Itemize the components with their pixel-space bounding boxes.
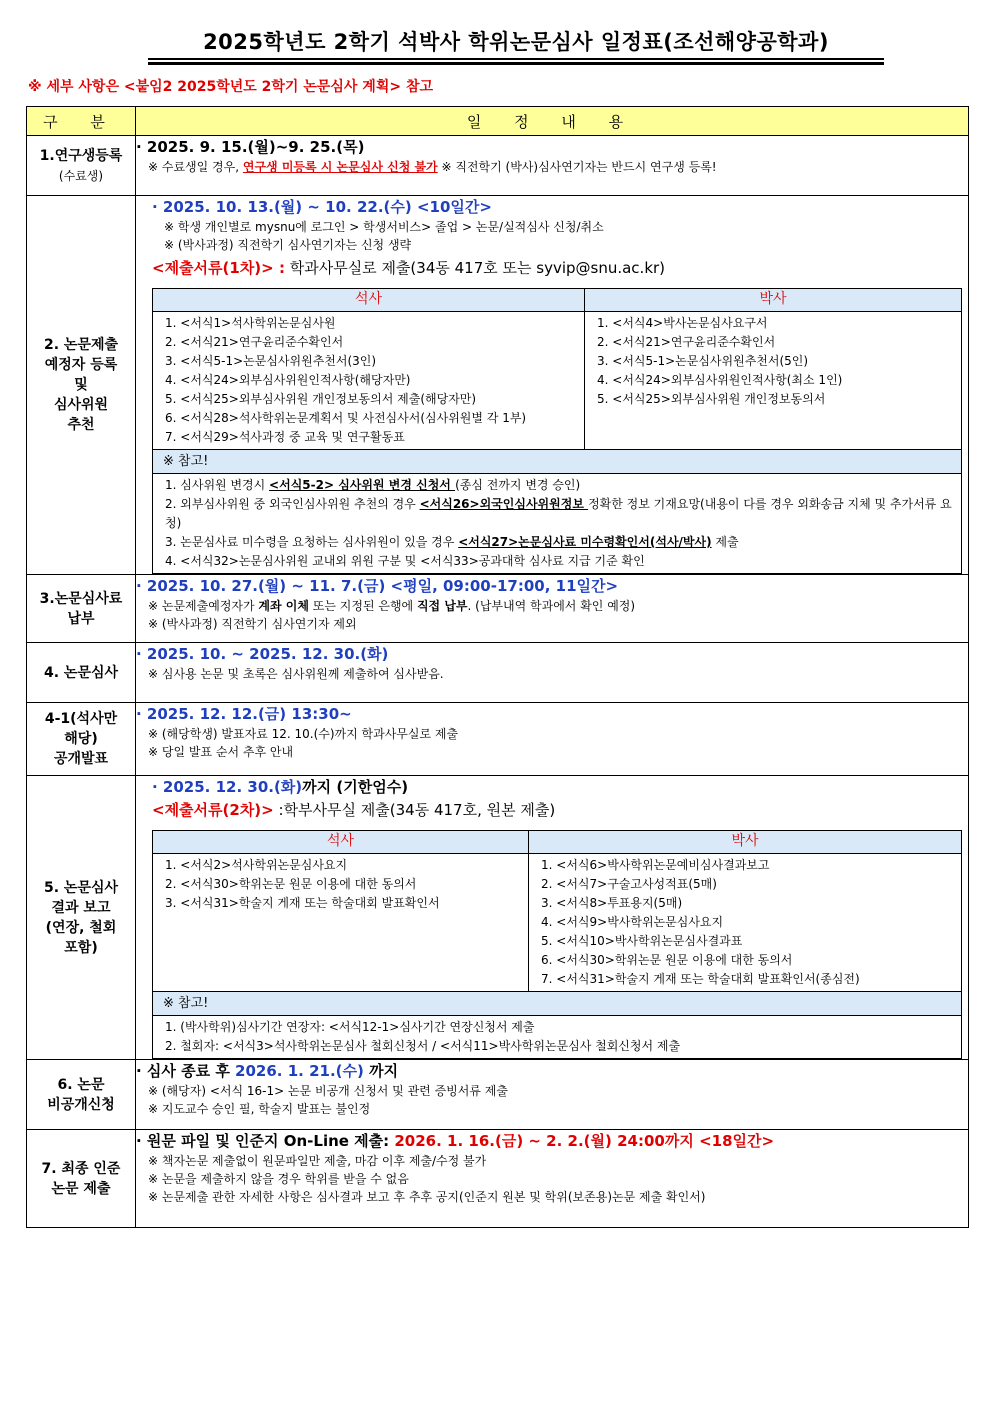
list-item: 6. <서식30>학위논문 원문 이용에 대한 동의서 bbox=[541, 953, 793, 967]
row-non-disclosure bbox=[27, 1060, 969, 1130]
ref-text: 정확한 정보 기재요망(내용이 다를 경우 외화송금 지체 및 추가서류 요청) bbox=[165, 497, 952, 530]
ref-text: 2. 외부심사위원 중 외국인심사위원 추천의 경우 bbox=[165, 497, 420, 511]
row-research-registration bbox=[27, 136, 969, 196]
list-item: 4. <서식9>박사학위논문심사요지 bbox=[541, 915, 724, 929]
date-text: · 원문 파일 및 인준지 On-Line 제출: bbox=[136, 1132, 395, 1150]
warning-text: 연구생 미등록 시 논문심사 신청 불가 bbox=[242, 160, 438, 174]
row-label-line: 7. 최종 인준 bbox=[41, 1160, 121, 1177]
date-deadline: 2026. 1. 16.(금) ~ 2. 2.(월) 24:00까지 bbox=[394, 1132, 694, 1150]
row-label-line: 납부 bbox=[67, 610, 95, 627]
list-item: 4. <서식24>외부심사위원인적사항(해당자만) bbox=[165, 373, 411, 387]
note-text: . (납부내역 학과에서 확인 예정) bbox=[467, 599, 636, 613]
page-title: 2025학년도 2학기 석박사 학위논문심사 일정표(조선해양공학과) bbox=[203, 30, 829, 54]
ref-form: <서식26>외국인심사위원정보 bbox=[419, 497, 589, 511]
row-label-line: 포함) bbox=[64, 939, 98, 956]
header-content: 일 정 내 용 bbox=[136, 107, 969, 136]
reference-item bbox=[165, 476, 953, 495]
list-item: 1. <서식4>박사논문심사요구서 bbox=[597, 316, 768, 330]
schedule-table bbox=[26, 106, 969, 1228]
reference-list bbox=[153, 1016, 962, 1059]
row-label-line: 결과 보고 bbox=[51, 899, 111, 916]
doctor-header: 박사 bbox=[529, 831, 962, 854]
date-duration: <18일간> bbox=[693, 1132, 775, 1150]
master-doc-list bbox=[153, 312, 585, 450]
row-final-submission bbox=[27, 1130, 969, 1228]
note-emph: 계좌 이체 bbox=[258, 599, 309, 613]
row-label-line: 공개발표 bbox=[53, 751, 109, 767]
header-category: 구 분 bbox=[27, 107, 136, 136]
note-line: ※ (해당자) <서식 16-1> 논문 비공개 신청서 및 관련 증빙서류 제출 bbox=[148, 1084, 508, 1098]
ref-text: (종심 전까지 변경 승인) bbox=[455, 478, 581, 492]
table-header bbox=[27, 107, 969, 136]
submit-text: :학부사무실 제출(34동 417호, 원본 제출) bbox=[273, 801, 556, 819]
ref-text: 1. 심사위원 변경시 bbox=[165, 478, 270, 492]
note-text: 또는 지정된 은행에 bbox=[308, 599, 417, 613]
row-label-line: 및 bbox=[74, 377, 88, 393]
note-line: ※ 심사용 논문 및 초록은 심사위원께 제출하여 심사받음. bbox=[148, 667, 444, 681]
row-thesis-registration bbox=[27, 196, 969, 575]
list-item: 5. <서식25>외부심사위원 개인정보동의서 bbox=[597, 392, 826, 406]
ref-text: 제출 bbox=[711, 535, 739, 549]
reference-item: 2. 철회자: <서식3>석사학위논문심사 철회신청서 / <서식11>박사학위논문심사 철회신청서 제출 bbox=[165, 1039, 681, 1053]
submit-label: <제출서류(1차)> : bbox=[152, 259, 285, 277]
master-header: 석사 bbox=[153, 831, 529, 854]
list-item: 1. <서식1>석사학위논문심사원 bbox=[165, 316, 336, 330]
title-underline-thick bbox=[148, 62, 884, 65]
row-label: 4. 논문심사 bbox=[43, 664, 119, 681]
ref-form: <서식27>논문심사료 미수령확인서(석사/박사) bbox=[458, 535, 712, 549]
note-line: ※ (박사과정) 직전학기 심사연기자 제외 bbox=[148, 617, 357, 631]
schedule-date: · 2025. 10. 27.(월) ~ 11. 7.(금) <평일, 09:00-17:00, 11일간> bbox=[136, 577, 619, 595]
note-line bbox=[136, 158, 968, 176]
schedule-date bbox=[152, 776, 962, 798]
date-deadline: 2026. 1. 21.(수) bbox=[235, 1062, 364, 1080]
list-item: 2. <서식30>학위논문 원문 이용에 대한 동의서 bbox=[165, 877, 417, 891]
note-text: ※ 직전학기 (박사)심사연기자는 반드시 연구생 등록! bbox=[437, 160, 717, 174]
list-item: 1. <서식2>석사학위논문심사요지 bbox=[165, 858, 348, 872]
row-label-line: 해당) bbox=[64, 731, 98, 747]
reference-header: ※ 참고! bbox=[153, 450, 962, 474]
schedule-date: · 2025. 12. 12.(금) 13:30~ bbox=[136, 705, 352, 723]
row-public-presentation bbox=[27, 703, 969, 776]
master-header: 석사 bbox=[153, 289, 585, 312]
note-line: ※ 당일 발표 순서 추후 안내 bbox=[148, 745, 294, 759]
documents-table bbox=[152, 288, 962, 574]
list-item: 4. <서식24>외부심사위원인적사항(최소 1인) bbox=[597, 373, 843, 387]
reference-item: 1. (박사학위)심사기간 연장자: <서식12-1>심사기간 연장신청서 제출 bbox=[165, 1020, 535, 1034]
doctor-doc-list bbox=[585, 312, 962, 450]
row-label-line: 2. 논문제출 bbox=[43, 337, 119, 353]
submit-line bbox=[152, 256, 962, 280]
schedule-date bbox=[136, 1130, 968, 1152]
list-item: 5. <서식25>외부심사위원 개인정보동의서 제출(해당자만) bbox=[165, 392, 477, 406]
note-line bbox=[136, 597, 968, 615]
row-label-sub: (수료생) bbox=[58, 168, 104, 183]
master-doc-list bbox=[153, 854, 529, 992]
list-item: 3. <서식31>학술지 게재 또는 학술대회 발표확인서 bbox=[165, 896, 440, 910]
reference-list bbox=[153, 474, 962, 574]
date-text: · 2025. 12. 30.(화) bbox=[152, 778, 303, 796]
row-label-line: 5. 논문심사 bbox=[43, 879, 119, 896]
ref-text: 3. 논문심사료 미수령을 요청하는 심사위원이 있을 경우 bbox=[165, 535, 459, 549]
list-item: 2. <서식21>연구윤리준수확인서 bbox=[597, 335, 776, 349]
list-item: 5. <서식10>박사학위논문심사결과표 bbox=[541, 934, 743, 948]
note-line: ※ (해당학생) 발표자료 12. 10.(수)까지 학과사무실로 제출 bbox=[148, 727, 459, 741]
submit-label: <제출서류(2차)> bbox=[152, 801, 274, 819]
note-line: ※ 책자논문 제출없이 원문파일만 제출, 마감 이후 제출/수정 불가 bbox=[148, 1154, 487, 1168]
list-item: 6. <서식28>석사학위논문계획서 및 사전심사서(심사위원별 각 1부) bbox=[165, 411, 527, 425]
date-text: 까지 bbox=[363, 1062, 399, 1080]
list-item: 2. <서식7>구술고사성적표(5매) bbox=[541, 877, 717, 891]
notice-text: ※ 세부 사항은 <붙임2 2025학년도 2학기 논문심사 계획> 참고 bbox=[28, 79, 433, 95]
ref-form: <서식5-2> 심사위원 변경 신청서 bbox=[269, 478, 456, 492]
reference-item bbox=[165, 495, 953, 533]
note-line: ※ 지도교수 승인 필, 학술지 발표는 불인정 bbox=[148, 1102, 371, 1116]
note-text: ※ 수료생일 경우, bbox=[148, 160, 243, 174]
note-line: ※ 논문을 제출하지 않을 경우 학위를 받을 수 없음 bbox=[148, 1172, 409, 1186]
schedule-date: · 2025. 10. 13.(월) ~ 10. 22.(수) <10일간> bbox=[152, 198, 492, 216]
note-emph: 직접 납부 bbox=[416, 599, 468, 613]
row-label-line: 6. 논문 bbox=[57, 1076, 105, 1093]
row-label-line: 3.논문심사료 bbox=[39, 590, 123, 607]
list-item: 7. <서식31>학술지 게재 또는 학술대회 발표확인서(종심전) bbox=[541, 972, 860, 986]
list-item: 1. <서식6>박사학위논문예비심사결과보고 bbox=[541, 858, 770, 872]
date-text: · 심사 종료 후 bbox=[136, 1062, 236, 1080]
row-result-report bbox=[27, 776, 969, 1060]
submit-line bbox=[152, 798, 962, 822]
row-label: 1.연구생등록 bbox=[39, 147, 123, 164]
documents-table bbox=[152, 830, 962, 1059]
row-label-line: 논문 제출 bbox=[51, 1180, 111, 1197]
reference-item: 4. <서식32>논문심사위원 교내외 위원 구분 및 <서식33>공과대학 심사료 지급 기준 확인 bbox=[165, 554, 645, 568]
list-item: 3. <서식5-1>논문심사위원추천서(5인) bbox=[597, 354, 809, 368]
row-label-line: 심사위원 bbox=[53, 397, 109, 413]
title-underline bbox=[148, 58, 884, 60]
submit-text: 학과사무실로 제출(34동 417호 또는 syvip@snu.ac.kr) bbox=[284, 259, 666, 277]
row-label-line: 비공개신청 bbox=[47, 1096, 115, 1113]
note-line: ※ (박사과정) 직전학기 심사연기자는 신청 생략 bbox=[164, 238, 412, 252]
schedule-date: · 2025. 9. 15.(월)~9. 25.(목) bbox=[136, 138, 365, 156]
schedule-date bbox=[136, 1060, 968, 1082]
doctor-doc-list bbox=[529, 854, 962, 992]
reference-item bbox=[165, 533, 953, 552]
note-line: ※ 학생 개인별로 mysnu에 로그인 > 학생서비스> 졸업 > 논문/실적심사 신청/취소 bbox=[164, 220, 604, 234]
note-line: ※ 논문제출 관한 자세한 사항은 심사결과 보고 후 추후 공지(인준지 원본 및 학위(보존용)논문 제출 확인서) bbox=[148, 1190, 706, 1204]
row-fee-payment bbox=[27, 575, 969, 643]
row-label-line: 4-1(석사만 bbox=[44, 711, 118, 727]
reference-header: ※ 참고! bbox=[153, 992, 962, 1016]
row-label-line: 예정자 등록 bbox=[44, 357, 118, 373]
row-thesis-review bbox=[27, 643, 969, 703]
list-item: 3. <서식5-1>논문심사위원추천서(3인) bbox=[165, 354, 377, 368]
doctor-header: 박사 bbox=[585, 289, 962, 312]
schedule-date: · 2025. 10. ~ 2025. 12. 30.(화) bbox=[136, 645, 389, 663]
row-label-line: (연장, 철회 bbox=[45, 919, 117, 936]
list-item: 3. <서식8>투표용지(5매) bbox=[541, 896, 683, 910]
row-label-line: 추천 bbox=[67, 417, 95, 433]
list-item: 2. <서식21>연구윤리준수확인서 bbox=[165, 335, 344, 349]
note-text: ※ 논문제출예정자가 bbox=[148, 599, 259, 613]
date-deadline: 까지 (기한엄수) bbox=[302, 778, 409, 796]
list-item: 7. <서식29>석사과정 중 교육 및 연구활동표 bbox=[165, 430, 405, 444]
